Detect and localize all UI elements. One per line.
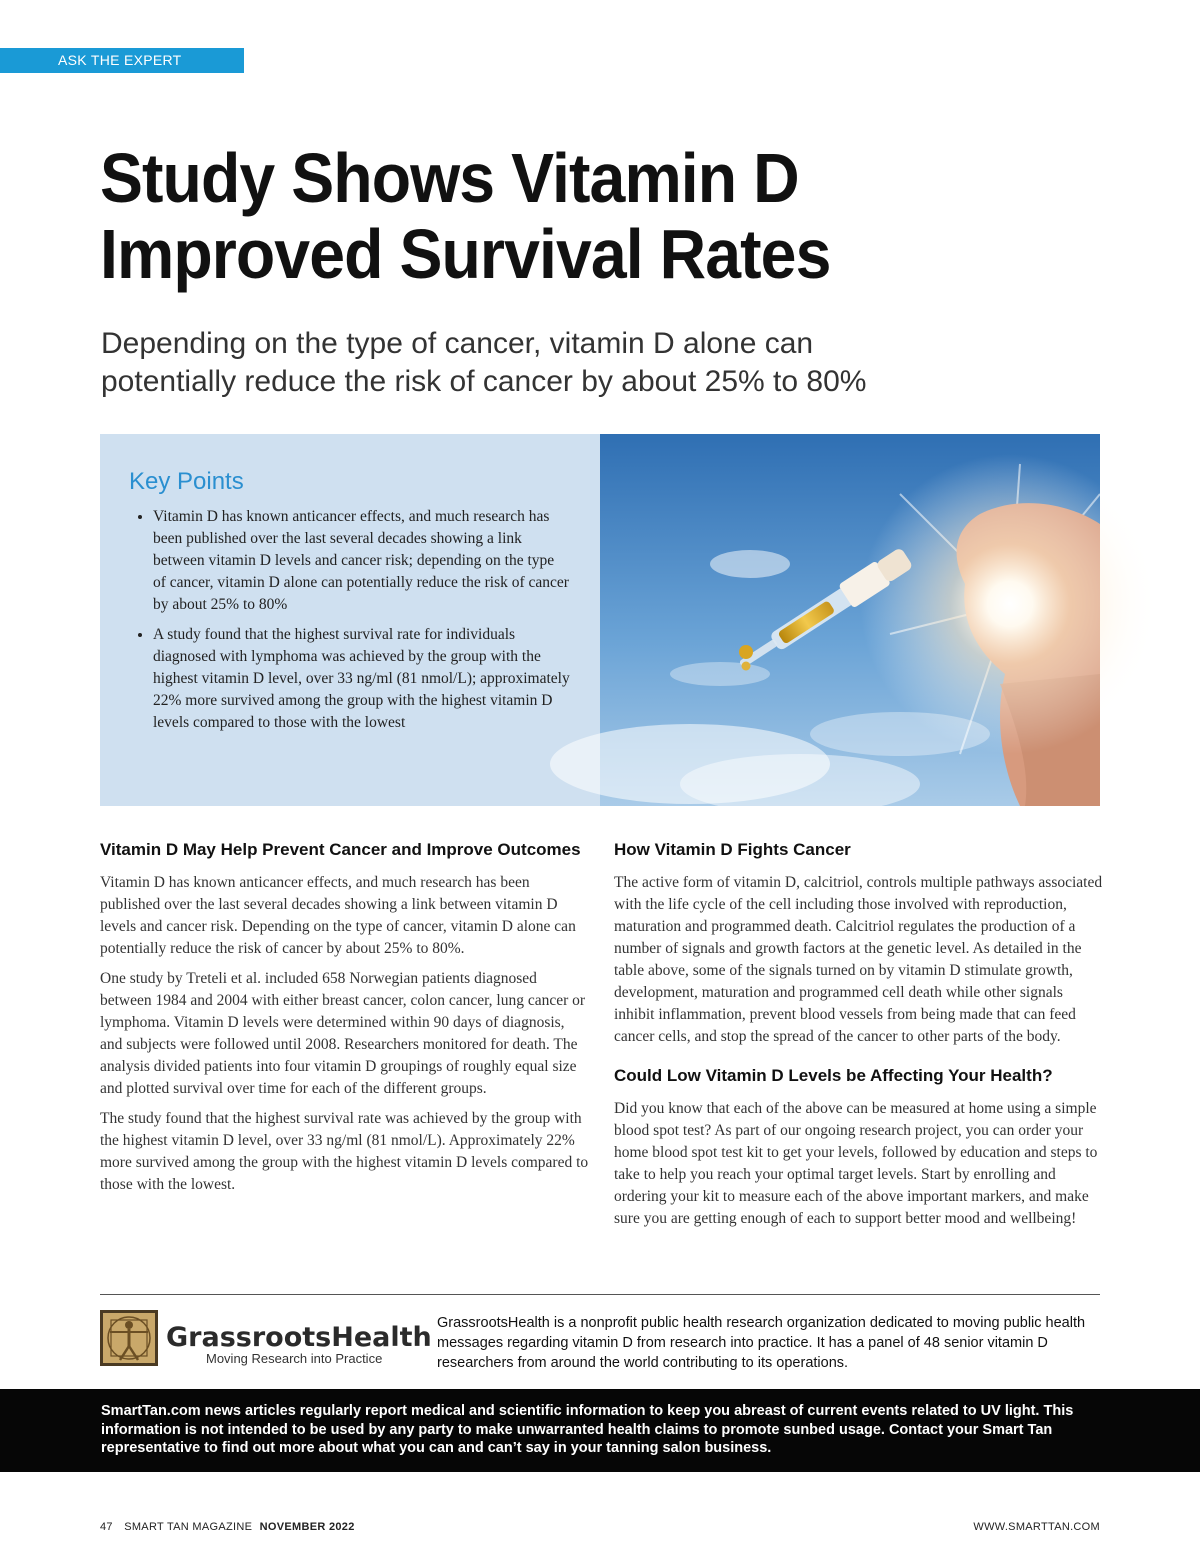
key-point-item: • Vitamin D has known anticancer effects, and much research has been published over the last several decades showing a link between vitamin D levels and cancer risk; depending on the type of cancer, vitamin D alone can potentially reduce the risk of cancer by about 25% to 80%	[153, 506, 570, 616]
key-point-item: • A study found that the highest survival rate for individuals diagnosed with lymphoma was achieved by the group with the highest vitamin D level, over 33 ng/ml (81 nmol/L); approximately 22% more survived among the group with the highest vitamin D levels compared to those with the lowest	[153, 624, 570, 734]
key-points-box	[100, 434, 600, 806]
disclaimer-bar	[0, 1389, 1200, 1472]
body-paragraph: One study by Treteli et al. included 658 Norwegian patients diagnosed between 1984 and 2004 with either breast cancer, colon cancer, lung cancer or lymphoma. Vitamin D levels were determined within 90 days of diagnosis, and subjects were followed until 2008. Researchers monitored for death. The analysis divided patients into four vitamin D groupings of roughly equal size and plotted survival over time for each of the different groups.	[100, 970, 586, 1097]
left-column-heading: Vitamin D May Help Prevent Cancer and Improve Outcomes	[100, 840, 581, 859]
vitruvian-man-icon	[100, 1310, 432, 1368]
section-tag: ASK THE EXPERT	[0, 48, 244, 73]
right-column-heading: How Vitamin D Fights Cancer	[614, 840, 851, 859]
body-paragraph: Vitamin D has known anticancer effects, and much research has been published over the last several decades showing a link between vitamin D levels and cancer risk. Depending on the type of cancer, vitamin D alone can potentially reduce the risk of cancer by about 25% to 80%.	[100, 874, 576, 957]
article-title	[100, 140, 928, 292]
logo-tagline: Moving Research into Practice	[206, 1351, 383, 1366]
right-column	[614, 838, 1104, 1238]
body-paragraph: The study found that the highest survival rate was achieved by the group with the highest vitamin D level, over 33 ng/ml (81 nmol/L). Approximately 22% more survived among the group with the highest vitamin D levels compared to those with the lowest.	[100, 1110, 589, 1193]
issue-date: NOVEMBER 2022	[259, 1521, 355, 1533]
footer-left	[100, 1521, 355, 1533]
grassrootshealth-logo	[100, 1310, 432, 1368]
body-paragraph: The active form of vitamin D, calcitriol, controls multiple pathways associated with the life cycle of the cell including those involved with reproduction, maturation and programmed death. Calcitriol regulates the production of a number of signals and growth factors at the genetic level. As detailed in the table above, some of the signals turned on by vitamin D stimulate growth, development, maturation and programmed cell death while other signals inhibit inflammation, prevent blood vessels from being made that can feed cancer cells, and stop the spread of the cancer to other parts of the body.	[614, 874, 1103, 1045]
website-link[interactable]: WWW.SMARTTAN.COM	[973, 1521, 1100, 1533]
disclaimer-text: SmartTan.com news articles regularly report medical and scientific information to keep you abreast of current events related to UV light. This information is not intended to be used by any party to make unwarranted health claims to promote sunbed usage. Contact your Smart Tan representative to find out more about what you can and can’t say in your tanning salon business.	[101, 1403, 1074, 1456]
magazine-name: SMART TAN MAGAZINE	[124, 1521, 253, 1533]
org-description: GrassrootsHealth is a nonprofit public health research organization dedicated to moving public health messages regarding vitamin D from research into practice. It has a panel of 48 senior vitamin D researchers from around the world contributing to its operations.	[437, 1315, 1086, 1371]
logo-wordmark: GrassrootsHealth	[166, 1322, 432, 1353]
left-column	[100, 838, 590, 1204]
body-paragraph: Did you know that each of the above can be measured at home using a simple blood spot test? As part of our ongoing research project, you can order your home blood spot test kit to get your levels, followed by education and steps to take to help you reach your optimal target levels. Start by enrolling and ordering your kit to measure each of the above important markers, and make sure you are getting enough of each to support better mood and wellbeing!	[614, 1100, 1098, 1227]
page-number: 47	[100, 1521, 113, 1533]
photo-illustration	[600, 434, 1100, 806]
dropper-sky-photo	[600, 434, 1100, 806]
title-line-2: Improved Survival Rates	[100, 215, 831, 293]
title-line-1: Study Shows Vitamin D	[100, 139, 799, 217]
subtitle-line-1: Depending on the type of cancer, vitamin D alone can	[101, 327, 814, 360]
right-column-heading-2: Could Low Vitamin D Levels be Affecting Your Health?	[614, 1066, 1053, 1085]
key-points-heading: Key Points	[129, 468, 244, 495]
article-subtitle	[101, 325, 1021, 401]
subtitle-line-2: potentially reduce the risk of cancer by about 25% to 80%	[101, 365, 867, 398]
key-points-list	[129, 506, 570, 734]
divider	[100, 1294, 1100, 1295]
